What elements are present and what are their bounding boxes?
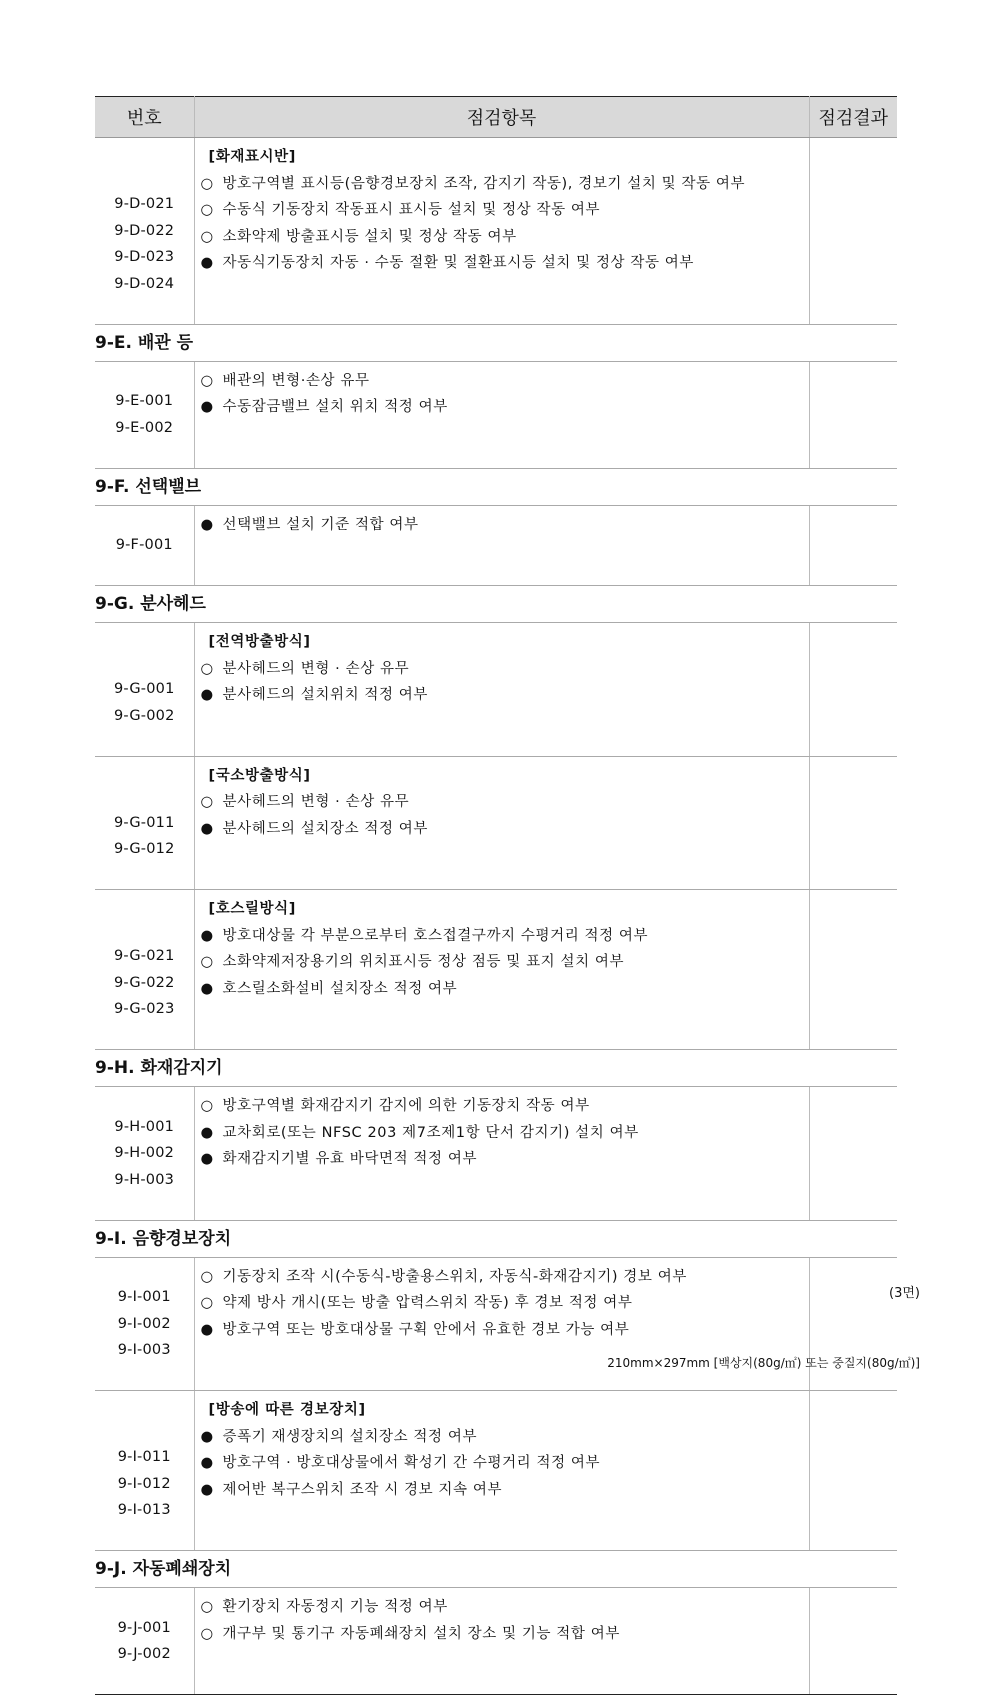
item-code: 9-G-011: [113, 814, 175, 831]
item-text: 소화약제저장용기의 위치표시등 정상 점등 및 표지 설치 여부: [222, 954, 625, 970]
paper-spec: 210mm×297mm [백상지(80g/㎡) 또는 중질지(80g/㎡)]: [607, 1356, 920, 1370]
item-code: 9-D-022: [114, 222, 175, 239]
item-text: 자동식기동장치 자동 · 수동 절환 및 절환표시등 설치 및 정상 작동 여부: [222, 255, 695, 271]
item-group: [95, 1588, 897, 1695]
item-group: [95, 505, 897, 586]
item-row: [195, 1120, 809, 1147]
open-circle-icon: ○: [200, 1295, 214, 1311]
header-item: 점검항목: [194, 97, 809, 138]
filled-circle-icon: ●: [200, 927, 214, 944]
item-row: [195, 923, 809, 950]
code-cell: [95, 1391, 194, 1551]
filled-circle-icon: ●: [200, 1428, 214, 1445]
item-row: [195, 1317, 809, 1344]
result-cell[interactable]: [809, 1588, 897, 1695]
filled-circle-icon: ●: [200, 980, 214, 997]
item-code: 9-G-021: [113, 948, 175, 964]
section-row: [95, 1551, 897, 1588]
code-cell: [95, 361, 194, 468]
item-code: 9-I-011: [117, 1449, 171, 1465]
group-subtitle: [국소방출방식]: [208, 767, 311, 784]
section-title: 9-I. 음향경보장치: [95, 1220, 897, 1257]
section-row: [95, 1050, 897, 1087]
item-text: 화재감지기별 유효 바닥면적 적정 여부: [222, 1151, 478, 1167]
item-code: 9-D-021: [114, 196, 175, 212]
item-cell: [194, 1087, 809, 1221]
filled-circle-icon: ●: [200, 820, 214, 837]
item-code: 9-E-001: [115, 393, 174, 409]
result-cell[interactable]: [809, 361, 897, 468]
item-code: 9-J-001: [117, 1619, 171, 1636]
inspection-table: [95, 96, 897, 1695]
open-circle-icon: ○: [200, 660, 214, 677]
item-code: 9-I-001: [117, 1289, 171, 1305]
group-subtitle: [전역방출방식]: [208, 634, 311, 650]
item-cell: [194, 623, 809, 757]
item-code: 9-H-001: [114, 1118, 175, 1135]
open-circle-icon: ○: [200, 372, 214, 389]
item-text: 약제 방사 개시(또는 방출 압력스위치 작동) 후 경보 적정 여부: [222, 1295, 633, 1311]
item-row: [195, 394, 809, 421]
item-group: [95, 1391, 897, 1551]
section-title: 9-G. 분사헤드: [95, 586, 897, 623]
code-cell: [95, 505, 194, 586]
item-row: [195, 250, 809, 277]
group-subtitle: [방송에 따른 경보장치]: [208, 1402, 366, 1418]
open-circle-icon: ○: [200, 228, 214, 245]
open-circle-icon: ○: [200, 954, 214, 970]
item-code: 9-D-023: [114, 249, 175, 265]
item-row: [195, 1264, 809, 1291]
item-text: 방호구역별 표시등(음향경보장치 조작, 감지기 작동), 경보기 설치 및 작동 여부: [222, 175, 746, 192]
item-row: [195, 224, 809, 251]
item-text: 분사헤드의 변형 · 손상 유무: [222, 660, 410, 677]
item-code: 9-G-023: [113, 1001, 175, 1017]
open-circle-icon: ○: [200, 175, 214, 192]
item-group: [95, 890, 897, 1050]
result-cell[interactable]: [809, 890, 897, 1050]
code-cell: [95, 623, 194, 757]
result-cell[interactable]: [809, 1391, 897, 1551]
item-text: 제어반 복구스위치 조작 시 경보 지속 여부: [222, 1481, 503, 1498]
item-row: [195, 1290, 809, 1317]
section-row: [95, 1220, 897, 1257]
section-title: 9-E. 배관 등: [95, 324, 897, 361]
item-text: 수동식 기동장치 작동표시 표시등 설치 및 정상 작동 여부: [222, 202, 601, 218]
section-title: 9-H. 화재감지기: [95, 1050, 897, 1087]
result-cell[interactable]: [809, 505, 897, 586]
item-group: [95, 756, 897, 890]
item-code: 9-E-002: [115, 419, 174, 436]
filled-circle-icon: ●: [200, 1481, 214, 1498]
open-circle-icon: ○: [200, 1098, 214, 1114]
item-row: [195, 1146, 809, 1173]
item-group: [95, 623, 897, 757]
header-code: 번호: [95, 97, 194, 138]
item-code: 9-I-003: [117, 1342, 171, 1358]
item-code: 9-H-003: [114, 1171, 175, 1188]
item-row: [195, 1594, 809, 1621]
item-code: 9-D-024: [114, 275, 175, 292]
code-cell: [95, 1087, 194, 1221]
item-code: 9-F-001: [115, 537, 173, 553]
item-cell: [194, 505, 809, 586]
open-circle-icon: ○: [200, 794, 214, 810]
item-code: 9-G-002: [113, 707, 175, 724]
item-cell: [194, 1588, 809, 1695]
item-text: 개구부 및 통기구 자동폐쇄장치 설치 장소 및 기능 적합 여부: [222, 1625, 620, 1642]
filled-circle-icon: ●: [200, 399, 214, 415]
open-circle-icon: ○: [200, 1625, 214, 1642]
item-text: 소화약제 방출표시등 설치 및 정상 작동 여부: [222, 228, 517, 245]
open-circle-icon: ○: [200, 1268, 214, 1285]
item-cell: [194, 890, 809, 1050]
item-text: 방호구역별 화재감지기 감지에 의한 기동장치 작동 여부: [222, 1098, 590, 1114]
item-row: [195, 171, 809, 198]
item-row: [195, 1450, 809, 1477]
item-row: [195, 1093, 809, 1120]
item-text: 교차회로(또는 NFSC 203 제7조제1항 단서 감지기) 설치 여부: [222, 1124, 639, 1141]
header-row: [95, 97, 897, 138]
item-cell: [194, 1391, 809, 1551]
item-code: 9-I-012: [117, 1475, 171, 1492]
result-cell[interactable]: [809, 623, 897, 757]
result-cell[interactable]: [809, 1087, 897, 1221]
item-row: [195, 976, 809, 1003]
code-cell: [95, 756, 194, 890]
item-text: 분사헤드의 설치장소 적정 여부: [222, 820, 429, 837]
item-row: [195, 368, 809, 395]
filled-circle-icon: ●: [200, 687, 214, 703]
item-text: 증폭기 재생장치의 설치장소 적정 여부: [222, 1428, 478, 1445]
item-text: 분사헤드의 설치위치 적정 여부: [222, 687, 429, 703]
item-text: 환기장치 자동정지 기능 적정 여부: [222, 1599, 448, 1615]
item-code: 9-G-022: [113, 974, 175, 991]
section-title: 9-F. 선택밸브: [95, 468, 897, 505]
item-row: [195, 1477, 809, 1504]
item-cell: [194, 138, 809, 325]
code-cell: [95, 1588, 194, 1695]
item-row: [195, 816, 809, 843]
item-row: [195, 1424, 809, 1451]
item-row: [195, 197, 809, 224]
result-cell[interactable]: [809, 756, 897, 890]
item-row: [195, 682, 809, 709]
item-row: [195, 789, 809, 816]
code-cell: [95, 138, 194, 325]
table-body: [95, 138, 897, 1695]
item-row: [195, 656, 809, 683]
result-cell[interactable]: [809, 138, 897, 325]
item-text: 방호구역 · 방호대상물에서 확성기 간 수평거리 적정 여부: [222, 1455, 601, 1471]
section-row: [95, 324, 897, 361]
item-text: 선택밸브 설치 기준 적합 여부: [222, 516, 419, 533]
filled-circle-icon: ●: [200, 1321, 214, 1338]
item-code: 9-I-013: [117, 1502, 171, 1518]
item-code: 9-H-002: [114, 1145, 175, 1161]
filled-circle-icon: ●: [200, 1124, 214, 1141]
open-circle-icon: ○: [200, 1599, 214, 1615]
item-code: 9-G-012: [113, 841, 175, 857]
filled-circle-icon: ●: [200, 516, 214, 533]
page-number: (3면): [889, 1286, 920, 1301]
code-cell: [95, 890, 194, 1050]
section-row: [95, 586, 897, 623]
item-row: [195, 512, 809, 539]
item-group: [95, 1087, 897, 1221]
open-circle-icon: ○: [200, 202, 214, 218]
item-group: [95, 138, 897, 325]
item-text: 호스릴소화설비 설치장소 적정 여부: [222, 980, 458, 997]
item-code: 9-I-002: [117, 1315, 171, 1332]
filled-circle-icon: ●: [200, 1455, 214, 1471]
header-result: 점검결과: [809, 97, 897, 138]
item-text: 배관의 변형·손상 유무: [222, 372, 370, 389]
section-title: 9-J. 자동폐쇄장치: [95, 1551, 897, 1588]
item-text: 방호대상물 각 부분으로부터 호스접결구까지 수평거리 적정 여부: [222, 927, 649, 944]
item-row: [195, 949, 809, 976]
filled-circle-icon: ●: [200, 1151, 214, 1167]
item-code: 9-G-001: [113, 681, 175, 697]
code-cell: [95, 1257, 194, 1391]
item-cell: [194, 756, 809, 890]
item-text: 수동잠금밸브 설치 위치 적정 여부: [222, 399, 448, 415]
item-text: 기동장치 조작 시(수동식-방출용스위치, 자동식-화재감지기) 경보 여부: [222, 1268, 687, 1285]
filled-circle-icon: ●: [200, 255, 214, 271]
item-code: 9-J-002: [117, 1646, 171, 1662]
item-row: [195, 1621, 809, 1648]
group-subtitle: [호스릴방식]: [208, 901, 296, 917]
item-text: 방호구역 또는 방호대상물 구획 안에서 유효한 경보 가능 여부: [222, 1321, 630, 1338]
section-row: [95, 468, 897, 505]
item-cell: [194, 361, 809, 468]
item-text: 분사헤드의 변형 · 손상 유무: [222, 794, 410, 810]
group-subtitle: [화재표시반]: [208, 149, 296, 165]
item-group: [95, 361, 897, 468]
